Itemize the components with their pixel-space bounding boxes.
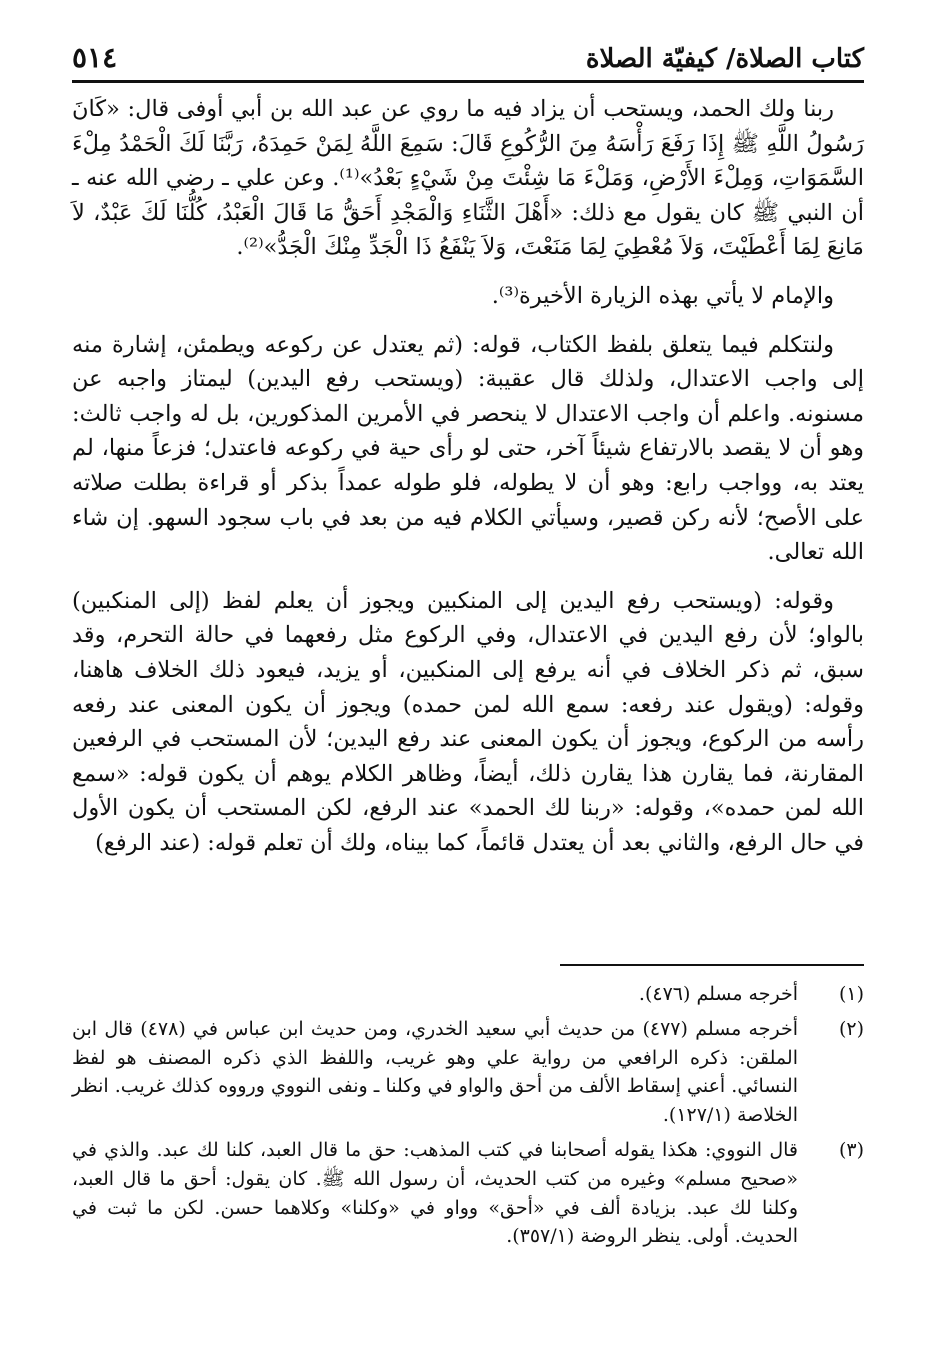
footnote-1 bbox=[72, 980, 864, 1009]
paragraph-raf-yadain: وقوله: (ويستحب رفع اليدين إلى المنكبين ويجوز أن يعلم لفظ (إلى المنكبين) بالواو؛ لأن رفع اليدين في الاعتدال، وفي الركوع مثل رفعهما في حالة التحرم، وقد سبق، ثم ذكر الخلاف في أنه يرفع إلى المنكبين، أو يزيد، فيعود ذلك الخلاف هاهنا، وقوله: (ويقول عند رفعه: سمع الله لمن حمده) ويجوز أن يكون المعنى عند رفعه رأسه من الركوع، ويجوز أن يكون المعنى عند رفع اليدين؛ لأن المستحب في الرفعين المقارنة، فما يقارن هذا يقارن ذلك، أيضاً، وظاهر الكلام يوهم أن يكون قوله: «سمع الله لمن حمده»، وقوله: «ربنا لك الحمد» عند الرفع، لكن المستحب أن يكون الأول في حال الرفع، والثاني بعد أن يعتدل قائماً، كما بيناه، ولك أن تعلم قوله: (عند الرفع) bbox=[72, 587, 864, 856]
footnote-2 bbox=[72, 1015, 864, 1130]
footnote-number: (٢) bbox=[838, 1017, 864, 1040]
footnote-text: أخرجه مسلم (٤٧٦). bbox=[638, 983, 798, 1005]
running-title: كتاب الصلاة/ كيفيّة الصلاة bbox=[585, 44, 864, 74]
footnote-number: (١) bbox=[838, 983, 864, 1005]
page-number: ٥١٤ bbox=[72, 41, 118, 74]
footnote-3 bbox=[72, 1136, 864, 1251]
main-text bbox=[72, 92, 864, 860]
footnote-text: أخرجه مسلم (٤٧٧) من حديث أبي سعيد الخدري، ومن حديث ابن عباس في (٤٧٨) قال ابن الملقن: ذكره الرافعي من رواية علي وهو غريب، واللفظ الذي ذكره المصنف هو لفظ النسائي. أعني إسقاط الألف من أحق والواو في وكلنا ـ ونفى النووي ورووه كذلك غريب. انظر الخلاصة (١٢٧/١). bbox=[72, 1017, 799, 1127]
footnote-text: قال النووي: هكذا يقوله أصحابنا في كتب المذهب: حق ما قال العبد، كلنا لك عبد. والذي في «صحيح مسلم» وغيره من كتب الحديث، أن رسول الله ﷺ. كان يقول: أحق ما قال العبد، وكلنا لك عبد. بزيادة ألف في «أحق» وواو في «وكلنا» وكلاهما حسن. لكن ما ثبت في الحديث. أولى. ينظر الروضة (٣٥٧/١). bbox=[72, 1138, 798, 1248]
footnote-number: (٣) bbox=[838, 1138, 864, 1161]
footnote-separator bbox=[560, 964, 864, 966]
paragraph-hadith-rabbana: ربنا ولك الحمد، ويستحب أن يزاد فيه ما روي عن عبد الله بن أبي أوفى قال: «كَانَ رَسُولُ اللَّهِ ﷺ إِذَا رَفَعَ رَأْسَهُ مِنَ الرُّكُوعِ قَالَ: سَمِعَ اللَّهُ لِمَنْ حَمِدَهُ، رَبَّنَا لَكَ الْحَمْدُ مِلْءَ السَّمَوَاتِ، وَمِلْءَ الأَرْضِ، وَمَلْءَ مَا شِئْتَ مِنْ شَيْءٍ بَعْدُ»⁽¹⁾. وعن علي ـ رضي الله عنه ـ أن النبي ﷺ كان يقول مع ذلك: «أَهْلَ الثَّنَاءِ وَالْمَجْدِ أَحَقُّ مَا قَالَ الْعَبْدُ، كُلُّنَا لَكَ عَبْدٌ، لاَ مَانِعَ لِمَا أَعْطَيْتَ، وَلاَ مُعْطِيَ لِمَا مَنَعْتَ، وَلاَ يَنْفَعُ ذَا الْجَدِّ مِنْكَ الْجَدُّ»⁽²⁾. bbox=[72, 96, 865, 261]
paragraph-imam: والإمام لا يأتي بهذه الزيارة الأخيرة⁽³⁾. bbox=[491, 282, 834, 309]
paragraph-itidal: ولنتكلم فيما يتعلق بلفظ الكتاب، قوله: (ثم يعتدل عن ركوعه ويطمئن، إشارة منه إلى واجب الاعتدال، ولذلك قال عقيبة: (ويستحب رفع اليدين) ليمتاز واجبه عن مسنونه. واعلم أن واجب الاعتدال لا ينحصر في الأمرين المذكورين، بل له واجب ثالث: وهو أن لا يقصد بالارتفاع شيئاً آخر، حتى لو رأى حية في ركوعه فاعتدل؛ فزعاً منها، لم يعتد به، وواجب رابع: وهو أن لا يطوله، فلو طوله عمداً بذكر أو قراءة بطلت صلاته على الأصح؛ لأنه ركن قصير، وسيأتي الكلام فيه من بعد في باب سجود السهو. إن شاء الله تعالى. bbox=[72, 331, 864, 566]
footnotes bbox=[72, 980, 864, 1257]
page-header bbox=[72, 30, 864, 83]
